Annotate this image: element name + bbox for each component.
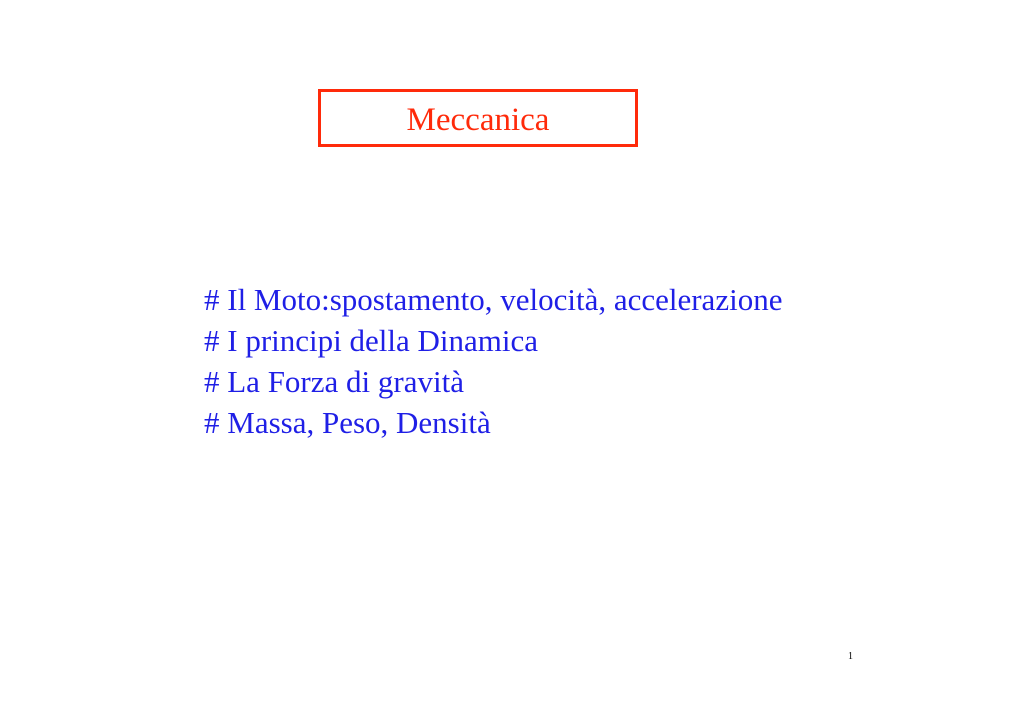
slide-title: Meccanica — [406, 101, 550, 138]
topic-item: # I principi della Dinamica — [204, 323, 538, 358]
topic-item: # Il Moto:spostamento, velocità, accelerazione — [204, 282, 783, 317]
topic-list — [204, 279, 782, 443]
topic-item: # La Forza di gravità — [204, 364, 464, 399]
title-box — [318, 89, 638, 147]
page-number: 1 — [848, 651, 853, 662]
topic-item: # Massa, Peso, Densità — [204, 405, 491, 440]
